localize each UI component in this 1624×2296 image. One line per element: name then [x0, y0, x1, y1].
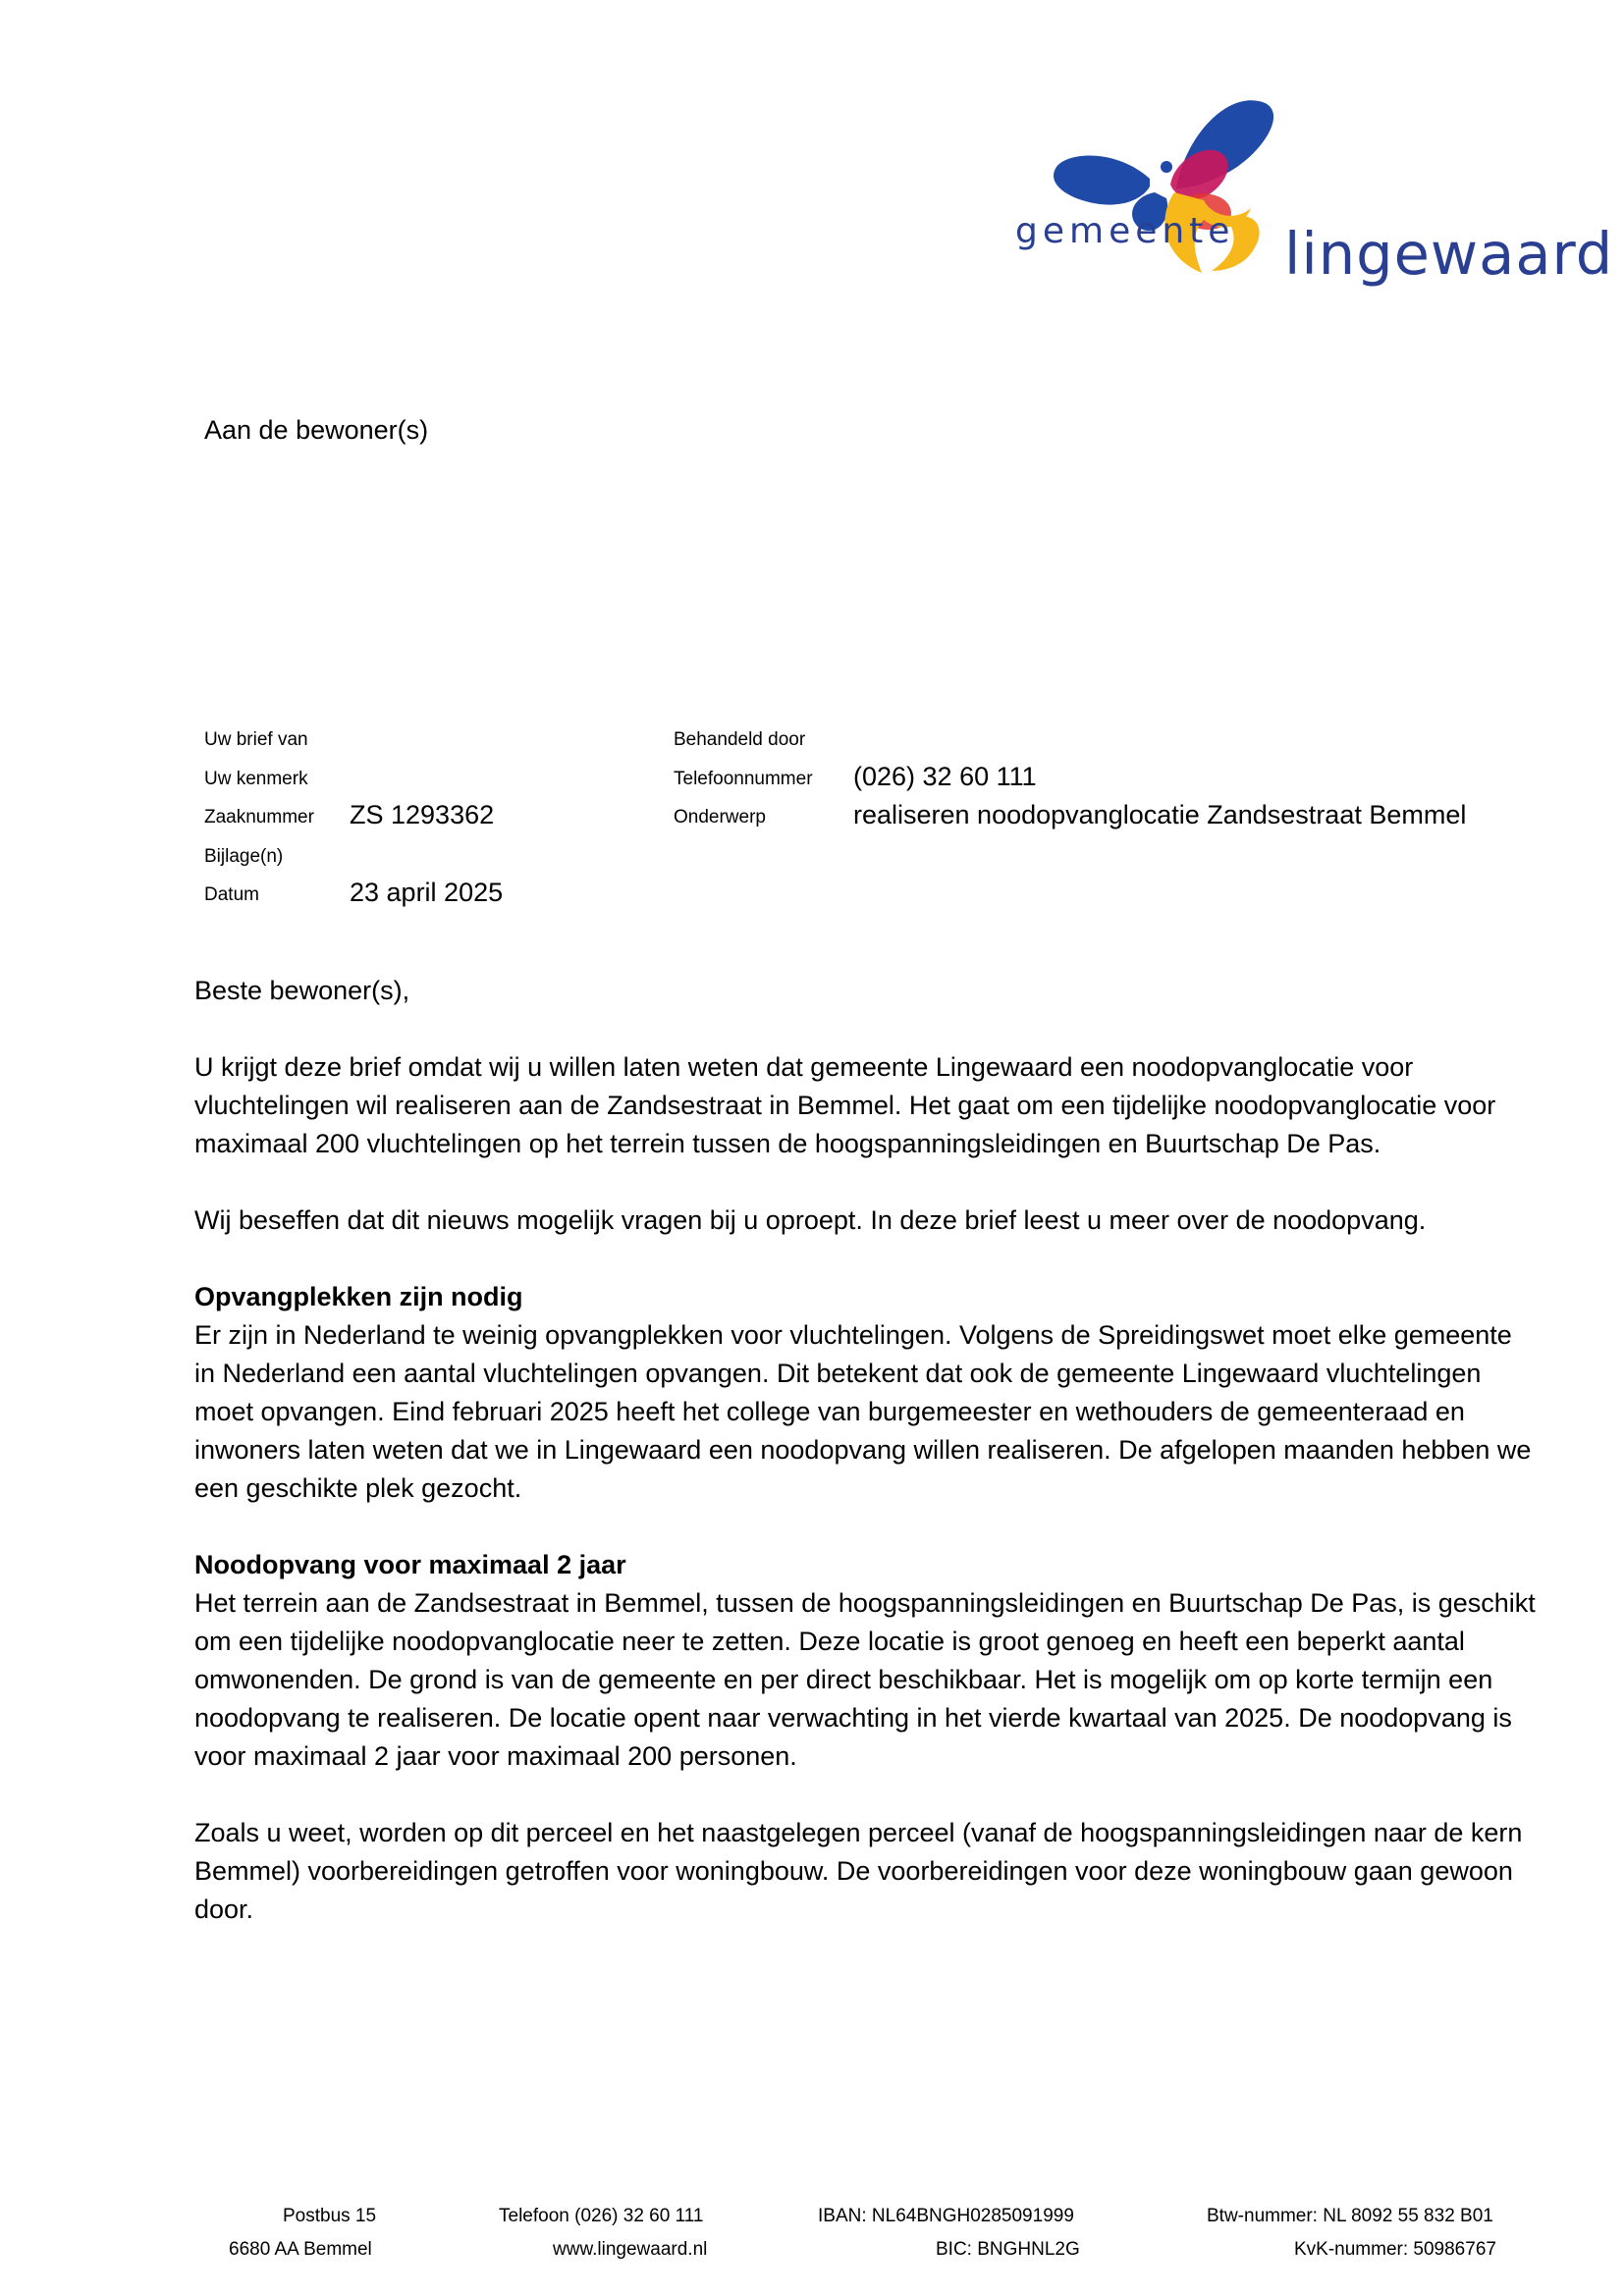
zaaknummer-label: Zaaknummer: [204, 807, 314, 828]
salutation: Beste bewoner(s),: [194, 976, 410, 1005]
logo-text-lingewaard: lingewaard: [1284, 220, 1614, 288]
bijlagen-label: Bijlage(n): [204, 846, 284, 867]
recipient-address: Aan de bewoner(s): [204, 415, 429, 445]
intro-paragraph-2: Wij beseffen dat dit nieuws mogelijk vragen bij u oproept. In deze brief leest u meer over de noodopvang.: [194, 1205, 1427, 1235]
onderwerp-label: Onderwerp: [674, 807, 766, 828]
telefoonnummer-label: Telefoonnummer: [674, 769, 813, 789]
letter-body: [194, 972, 1540, 1967]
footer-bic: BIC: BNGHNL2G: [936, 2239, 1080, 2260]
section-heading-noodopvang: Noodopvang voor maximaal 2 jaar: [194, 1550, 626, 1579]
footer-telefoon: Telefoon (026) 32 60 111: [499, 2206, 704, 2226]
datum-label: Datum: [204, 884, 259, 905]
footer-postcode: 6680 AA Bemmel: [229, 2239, 372, 2260]
intro-paragraph: U krijgt deze brief omdat wij u willen laten weten dat gemeente Lingewaard een noodopvanglocatie voor vluchtelingen wil realiseren aan de Zandsestraat in Bemmel. Het gaat om een tijdelijke noodopvanglocatie voor maximaal 200 vluchtelingen op het terrein tussen de hoogspanningsleidingen en Buurtschap De Pas.: [194, 1052, 1496, 1158]
zaaknummer-value: ZS 1293362: [350, 800, 495, 829]
uw-brief-van-label: Uw brief van: [204, 729, 308, 750]
behandeld-door-label: Behandeld door: [674, 729, 806, 750]
onderwerp-value: realiseren noodopvanglocatie Zandsestraat Bemmel: [853, 800, 1467, 829]
footer-kvk: KvK-nummer: 50986767: [1294, 2239, 1496, 2260]
section-text-opvangplekken: Er zijn in Nederland te weinig opvangplekken voor vluchtelingen. Volgens de Spreidingswet moet elke gemeente in Nederland een aantal vluchtelingen opvangen. Dit betekent dat ook de gemeente Lingewaard vluchtelingen moet opvangen. Eind februari 2025 heeft het college van burgemeester en wethouders de gemeenteraad en inwoners laten weten dat we in Lingewaard een noodopvang willen realiseren. De afgelopen maanden hebben we een geschikte plek gezocht.: [194, 1320, 1532, 1503]
footer-btw: Btw-nummer: NL 8092 55 832 B01: [1207, 2206, 1493, 2226]
footer-iban: IBAN: NL64BNGH0285091999: [818, 2206, 1074, 2226]
datum-value: 23 april 2025: [350, 878, 504, 907]
section-text-woningbouw: Zoals u weet, worden op dit perceel en het naastgelegen perceel (vanaf de hoogspanningsleidingen naar de kern Bemmel) voorbereidingen getroffen voor woningbouw. De voorbereidingen voor deze woningbouw gaan gewoon door.: [194, 1818, 1523, 1924]
uw-kenmerk-label: Uw kenmerk: [204, 769, 308, 789]
section-text-noodopvang: Het terrein aan de Zandsestraat in Bemmel, tussen de hoogspanningsleidingen en Buurtschap De Pas, is geschikt om een tijdelijke noodopvanglocatie neer te zetten. Deze locatie is groot genoeg en heeft een beperkt aantal omwonenden. De grond is van de gemeente en per direct beschikbaar. Het is mogelijk om op korte termijn een noodopvang te realiseren. De locatie opent naar verwachting in het vierde kwartaal van 2025. De noodopvang is voor maximaal 2 jaar voor maximaal 200 personen.: [194, 1588, 1536, 1771]
logo-text-gemeente: gemeente: [1015, 211, 1235, 251]
gemeente-lingewaard-logo: [1009, 90, 1614, 296]
footer-website: www.lingewaard.nl: [553, 2239, 708, 2260]
footer-postbus: Postbus 15: [283, 2206, 377, 2226]
section-heading-opvangplekken: Opvangplekken zijn nodig: [194, 1282, 523, 1311]
telefoonnummer-value: (026) 32 60 111: [853, 762, 1037, 791]
